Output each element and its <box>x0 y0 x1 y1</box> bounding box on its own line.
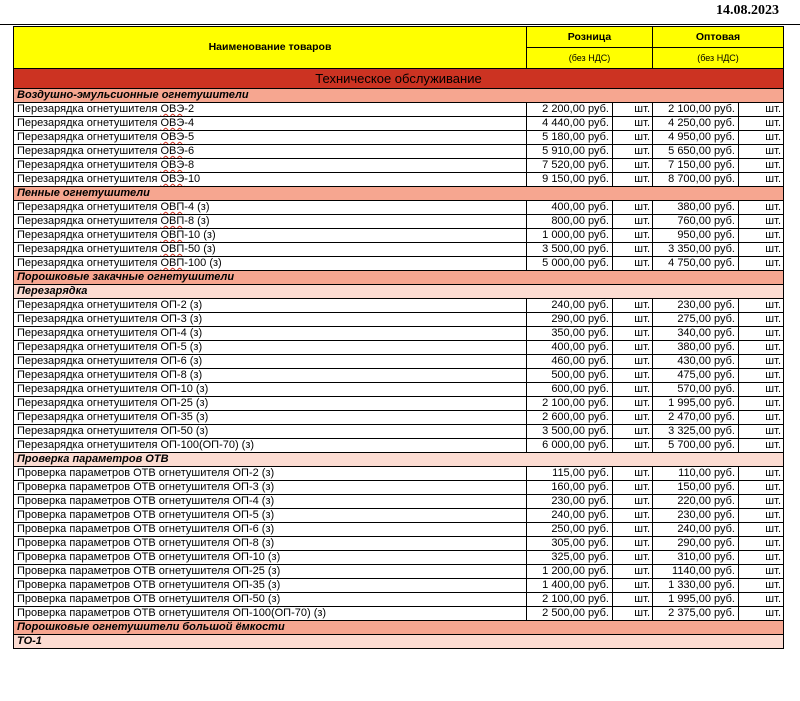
retail-unit-cell[interactable]: шт. <box>613 509 653 523</box>
retail-unit-cell[interactable]: шт. <box>613 397 653 411</box>
wholesale-unit-cell[interactable]: шт. <box>739 397 784 411</box>
retail-price-cell[interactable]: 400,00 руб. <box>527 341 613 355</box>
service-name-mark: ОВЭ <box>160 173 185 185</box>
wholesale-price-cell[interactable]: 475,00 руб. <box>653 369 739 383</box>
retail-price-cell[interactable]: 115,00 руб. <box>527 467 613 481</box>
wholesale-unit-cell[interactable]: шт. <box>739 341 784 355</box>
subcategory-label: Перезарядка <box>14 285 784 299</box>
service-name-suffix: -4 <box>184 117 195 129</box>
retail-price-cell[interactable]: 9 150,00 руб. <box>527 173 613 187</box>
table-row <box>14 383 784 397</box>
service-name-cell[interactable] <box>14 341 527 355</box>
price-table-body <box>14 27 784 649</box>
retail-price-cell[interactable]: 5 910,00 руб. <box>527 145 613 159</box>
retail-unit-cell[interactable]: шт. <box>613 425 653 439</box>
table-row <box>14 159 784 173</box>
service-name-text: Перезарядка огнетушителя ОП-100(ОП-70) (з) <box>17 439 255 451</box>
service-name-cell[interactable] <box>14 425 527 439</box>
retail-unit-cell[interactable]: шт. <box>613 523 653 537</box>
retail-price-cell[interactable]: 240,00 руб. <box>527 509 613 523</box>
table-row <box>14 495 784 509</box>
service-name-cell[interactable] <box>14 243 527 257</box>
service-name-text: Перезарядка огнетушителя ОП-6 (з) <box>17 355 203 367</box>
retail-unit-cell[interactable]: шт. <box>613 383 653 397</box>
table-row <box>14 397 784 411</box>
wholesale-unit-cell[interactable]: шт. <box>739 145 784 159</box>
category-row <box>14 89 784 103</box>
service-name-mark: ОВЭ <box>160 159 185 171</box>
table-row <box>14 411 784 425</box>
service-name-cell[interactable] <box>14 565 527 579</box>
service-name-suffix: -50 (з) <box>184 243 216 255</box>
wholesale-price-cell[interactable]: 570,00 руб. <box>653 383 739 397</box>
table-row <box>14 355 784 369</box>
wholesale-price-cell[interactable]: 4 750,00 руб. <box>653 257 739 271</box>
wholesale-unit-cell[interactable]: шт. <box>739 257 784 271</box>
table-row <box>14 243 784 257</box>
table-row <box>14 173 784 187</box>
service-name-text: Перезарядка огнетушителя <box>17 215 161 227</box>
table-row <box>14 509 784 523</box>
retail-price-cell[interactable]: 800,00 руб. <box>527 215 613 229</box>
retail-unit-cell[interactable]: шт. <box>613 229 653 243</box>
service-name-cell[interactable] <box>14 131 527 145</box>
service-name-mark: ОВП <box>160 201 185 213</box>
service-name-text: Перезарядка огнетушителя <box>17 201 161 213</box>
section-title: Техническое обслуживание <box>14 69 784 89</box>
wholesale-price-cell[interactable]: 7 150,00 руб. <box>653 159 739 173</box>
retail-price-cell[interactable]: 2 100,00 руб. <box>527 397 613 411</box>
wholesale-unit-cell[interactable]: шт. <box>739 481 784 495</box>
wholesale-price-cell[interactable]: 380,00 руб. <box>653 341 739 355</box>
wholesale-price-cell[interactable]: 310,00 руб. <box>653 551 739 565</box>
retail-price-cell[interactable]: 325,00 руб. <box>527 551 613 565</box>
retail-unit-cell[interactable]: шт. <box>613 327 653 341</box>
retail-price-cell[interactable]: 3 500,00 руб. <box>527 243 613 257</box>
retail-price-cell[interactable]: 500,00 руб. <box>527 369 613 383</box>
retail-price-cell[interactable]: 160,00 руб. <box>527 481 613 495</box>
retail-price-cell[interactable]: 350,00 руб. <box>527 327 613 341</box>
service-name-cell[interactable] <box>14 495 527 509</box>
wholesale-price-cell[interactable]: 150,00 руб. <box>653 481 739 495</box>
service-name-cell[interactable] <box>14 201 527 215</box>
service-name-text: Перезарядка огнетушителя <box>17 131 161 143</box>
service-name-text: Перезарядка огнетушителя <box>17 117 161 129</box>
category-row <box>14 271 784 285</box>
service-name-text: Перезарядка огнетушителя <box>17 173 161 185</box>
service-name-suffix: -5 <box>184 131 195 143</box>
wholesale-unit-cell[interactable]: шт. <box>739 411 784 425</box>
service-name-cell[interactable] <box>14 117 527 131</box>
wholesale-price-cell[interactable]: 5 700,00 руб. <box>653 439 739 453</box>
retail-unit-cell[interactable]: шт. <box>613 565 653 579</box>
retail-unit-cell[interactable]: шт. <box>613 313 653 327</box>
service-name-mark: ОВЭ <box>160 131 185 143</box>
service-name-text: Проверка параметров ОТВ огнетушителя ОП-8 (з) <box>17 537 275 549</box>
wholesale-price-cell[interactable]: 5 650,00 руб. <box>653 145 739 159</box>
retail-unit-cell[interactable]: шт. <box>613 467 653 481</box>
retail-unit-cell[interactable]: шт. <box>613 593 653 607</box>
retail-unit-cell[interactable]: шт. <box>613 495 653 509</box>
header-row <box>14 27 784 48</box>
service-name-cell[interactable] <box>14 173 527 187</box>
service-name-mark: ОВП <box>160 243 185 255</box>
service-name-suffix: -8 (з) <box>184 215 210 227</box>
service-name-mark: ОВП <box>160 215 185 227</box>
service-name-suffix: -10 <box>184 173 201 185</box>
service-name-text: Перезарядка огнетушителя ОП-4 (з) <box>17 327 203 339</box>
service-name-text: Перезарядка огнетушителя ОП-2 (з) <box>17 299 203 311</box>
retail-price-cell[interactable]: 4 440,00 руб. <box>527 117 613 131</box>
retail-price-cell[interactable]: 7 520,00 руб. <box>527 159 613 173</box>
retail-unit-cell[interactable]: шт. <box>613 117 653 131</box>
table-row <box>14 481 784 495</box>
service-name-text: Перезарядка огнетушителя <box>17 159 161 171</box>
service-name-suffix: -2 <box>184 103 195 115</box>
wholesale-unit-cell[interactable]: шт. <box>739 159 784 173</box>
retail-price-cell[interactable]: 6 000,00 руб. <box>527 439 613 453</box>
wholesale-unit-cell[interactable]: шт. <box>739 201 784 215</box>
wholesale-unit-cell[interactable]: шт. <box>739 509 784 523</box>
service-name-cell[interactable] <box>14 411 527 425</box>
retail-price-cell[interactable]: 305,00 руб. <box>527 537 613 551</box>
retail-price-cell[interactable]: 5 180,00 руб. <box>527 131 613 145</box>
service-name-text: Проверка параметров ОТВ огнетушителя ОП-100(ОП-70) (з) <box>17 607 327 619</box>
table-row <box>14 229 784 243</box>
service-name-text: Перезарядка огнетушителя ОП-3 (з) <box>17 313 203 325</box>
category-label: Порошковые огнетушители большой ёмкости <box>14 621 784 635</box>
wholesale-price-cell[interactable]: 1 330,00 руб. <box>653 579 739 593</box>
wholesale-unit-cell[interactable]: шт. <box>739 243 784 257</box>
service-name-text: Проверка параметров ОТВ огнетушителя ОП-3 (з) <box>17 481 275 493</box>
service-name-cell[interactable] <box>14 481 527 495</box>
wholesale-price-cell[interactable]: 290,00 руб. <box>653 537 739 551</box>
service-name-mark: ОВП <box>160 257 185 269</box>
service-name-cell[interactable] <box>14 397 527 411</box>
header-name-cell: Наименование товаров <box>14 27 527 69</box>
retail-price-cell[interactable]: 2 500,00 руб. <box>527 607 613 621</box>
service-name-cell[interactable] <box>14 537 527 551</box>
subcategory-row <box>14 285 784 299</box>
service-name-cell[interactable] <box>14 369 527 383</box>
wholesale-unit-cell[interactable]: шт. <box>739 313 784 327</box>
service-name-cell[interactable] <box>14 439 527 453</box>
service-name-cell[interactable] <box>14 257 527 271</box>
section-title-row <box>14 69 784 89</box>
service-name-mark: ОВЭ <box>160 117 185 129</box>
retail-unit-cell[interactable]: шт. <box>613 481 653 495</box>
service-name-cell[interactable] <box>14 579 527 593</box>
retail-price-cell[interactable]: 240,00 руб. <box>527 299 613 313</box>
wholesale-price-cell[interactable]: 230,00 руб. <box>653 509 739 523</box>
wholesale-unit-cell[interactable]: шт. <box>739 131 784 145</box>
category-label: Воздушно-эмульсионные огнетушители <box>14 89 784 103</box>
service-name-cell[interactable] <box>14 327 527 341</box>
service-name-text: Проверка параметров ОТВ огнетушителя ОП-10 (з) <box>17 551 281 563</box>
retail-unit-cell[interactable]: шт. <box>613 173 653 187</box>
subcategory-row <box>14 453 784 467</box>
service-name-text: Проверка параметров ОТВ огнетушителя ОП-4 (з) <box>17 495 275 507</box>
service-name-cell[interactable] <box>14 229 527 243</box>
wholesale-price-cell[interactable]: 760,00 руб. <box>653 215 739 229</box>
service-name-cell[interactable] <box>14 103 527 117</box>
wholesale-price-cell[interactable]: 110,00 руб. <box>653 467 739 481</box>
header-retail-note: (без НДС) <box>527 48 653 69</box>
category-row <box>14 187 784 201</box>
wholesale-price-cell[interactable]: 1 995,00 руб. <box>653 593 739 607</box>
table-row <box>14 201 784 215</box>
service-name-text: Перезарядка огнетушителя <box>17 145 161 157</box>
retail-unit-cell[interactable]: шт. <box>613 257 653 271</box>
wholesale-unit-cell[interactable]: шт. <box>739 439 784 453</box>
wholesale-unit-cell[interactable]: шт. <box>739 299 784 313</box>
category-label: Порошковые закачные огнетушители <box>14 271 784 285</box>
service-name-cell[interactable] <box>14 313 527 327</box>
retail-price-cell[interactable]: 2 600,00 руб. <box>527 411 613 425</box>
table-row <box>14 439 784 453</box>
header-retail-cell: Розница <box>527 27 653 48</box>
wholesale-unit-cell[interactable]: шт. <box>739 523 784 537</box>
service-name-text: Проверка параметров ОТВ огнетушителя ОП-6 (з) <box>17 523 275 535</box>
table-row <box>14 565 784 579</box>
retail-price-cell[interactable]: 600,00 руб. <box>527 383 613 397</box>
wholesale-price-cell[interactable]: 3 350,00 руб. <box>653 243 739 257</box>
service-name-text: Перезарядка огнетушителя <box>17 229 161 241</box>
wholesale-price-cell[interactable]: 4 250,00 руб. <box>653 117 739 131</box>
service-name-mark: ОВЭ <box>160 145 185 157</box>
service-name-cell[interactable] <box>14 355 527 369</box>
service-name-text: Перезарядка огнетушителя ОП-25 (з) <box>17 397 209 409</box>
retail-unit-cell[interactable]: шт. <box>613 579 653 593</box>
retail-price-cell[interactable]: 250,00 руб. <box>527 523 613 537</box>
wholesale-unit-cell[interactable]: шт. <box>739 607 784 621</box>
table-row <box>14 257 784 271</box>
retail-unit-cell[interactable]: шт. <box>613 439 653 453</box>
service-name-cell[interactable] <box>14 215 527 229</box>
service-name-mark: ОВП <box>160 229 185 241</box>
service-name-text: Перезарядка огнетушителя <box>17 103 161 115</box>
price-date: 14.08.2023 <box>716 3 779 18</box>
retail-price-cell[interactable]: 460,00 руб. <box>527 355 613 369</box>
retail-unit-cell[interactable]: шт. <box>613 551 653 565</box>
wholesale-price-cell[interactable]: 240,00 руб. <box>653 523 739 537</box>
wholesale-price-cell[interactable]: 1140,00 руб. <box>653 565 739 579</box>
service-name-text: Проверка параметров ОТВ огнетушителя ОП-35 (з) <box>17 579 281 591</box>
service-name-suffix: -8 <box>184 159 195 171</box>
service-name-suffix: -10 (з) <box>184 229 216 241</box>
wholesale-unit-cell[interactable]: шт. <box>739 537 784 551</box>
retail-unit-cell[interactable]: шт. <box>613 369 653 383</box>
retail-unit-cell[interactable]: шт. <box>613 341 653 355</box>
wholesale-price-cell[interactable]: 230,00 руб. <box>653 299 739 313</box>
retail-unit-cell[interactable]: шт. <box>613 243 653 257</box>
wholesale-unit-cell[interactable]: шт. <box>739 355 784 369</box>
wholesale-unit-cell[interactable]: шт. <box>739 565 784 579</box>
table-row <box>14 579 784 593</box>
service-name-text: Проверка параметров ОТВ огнетушителя ОП-25 (з) <box>17 565 281 577</box>
service-name-text: Перезарядка огнетушителя ОП-35 (з) <box>17 411 209 423</box>
category-row <box>14 621 784 635</box>
wholesale-unit-cell[interactable]: шт. <box>739 425 784 439</box>
service-name-text: Перезарядка огнетушителя ОП-5 (з) <box>17 341 203 353</box>
wholesale-unit-cell[interactable]: шт. <box>739 117 784 131</box>
wholesale-price-cell[interactable]: 1 995,00 руб. <box>653 397 739 411</box>
sheet-top-border <box>0 24 800 25</box>
price-list-sheet <box>13 26 783 649</box>
table-row <box>14 103 784 117</box>
service-name-cell[interactable] <box>14 593 527 607</box>
wholesale-unit-cell[interactable]: шт. <box>739 103 784 117</box>
wholesale-unit-cell[interactable]: шт. <box>739 495 784 509</box>
service-name-cell[interactable] <box>14 551 527 565</box>
retail-unit-cell[interactable]: шт. <box>613 145 653 159</box>
wholesale-price-cell[interactable]: 340,00 руб. <box>653 327 739 341</box>
service-name-text: Перезарядка огнетушителя <box>17 257 161 269</box>
table-row <box>14 327 784 341</box>
header-wholesale-note: (без НДС) <box>653 48 784 69</box>
wholesale-unit-cell[interactable]: шт. <box>739 229 784 243</box>
table-row <box>14 537 784 551</box>
retail-unit-cell[interactable]: шт. <box>613 159 653 173</box>
table-row <box>14 313 784 327</box>
table-row <box>14 551 784 565</box>
service-name-text: Перезарядка огнетушителя <box>17 243 161 255</box>
wholesale-price-cell[interactable]: 3 325,00 руб. <box>653 425 739 439</box>
subcategory-label: ТО-1 <box>14 635 784 649</box>
wholesale-price-cell[interactable]: 2 470,00 руб. <box>653 411 739 425</box>
retail-price-cell[interactable]: 400,00 руб. <box>527 201 613 215</box>
service-name-cell[interactable] <box>14 145 527 159</box>
table-row <box>14 593 784 607</box>
table-row <box>14 215 784 229</box>
retail-price-cell[interactable]: 290,00 руб. <box>527 313 613 327</box>
wholesale-price-cell[interactable]: 275,00 руб. <box>653 313 739 327</box>
wholesale-unit-cell[interactable]: шт. <box>739 215 784 229</box>
service-name-text: Проверка параметров ОТВ огнетушителя ОП-5 (з) <box>17 509 275 521</box>
table-row <box>14 131 784 145</box>
retail-price-cell[interactable]: 230,00 руб. <box>527 495 613 509</box>
service-name-suffix: -6 <box>184 145 195 157</box>
retail-unit-cell[interactable]: шт. <box>613 355 653 369</box>
table-row <box>14 523 784 537</box>
service-name-suffix: -4 (з) <box>184 201 210 213</box>
service-name-cell[interactable] <box>14 299 527 313</box>
retail-price-cell[interactable]: 1 400,00 руб. <box>527 579 613 593</box>
wholesale-price-cell[interactable]: 380,00 руб. <box>653 201 739 215</box>
retail-unit-cell[interactable]: шт. <box>613 537 653 551</box>
retail-unit-cell[interactable]: шт. <box>613 201 653 215</box>
service-name-text: Перезарядка огнетушителя ОП-8 (з) <box>17 369 203 381</box>
table-row <box>14 467 784 481</box>
service-name-cell[interactable] <box>14 509 527 523</box>
service-name-text: Проверка параметров ОТВ огнетушителя ОП-2 (з) <box>17 467 275 479</box>
service-name-cell[interactable] <box>14 159 527 173</box>
wholesale-unit-cell[interactable]: шт. <box>739 327 784 341</box>
subcategory-row <box>14 635 784 649</box>
wholesale-price-cell[interactable]: 2 100,00 руб. <box>653 103 739 117</box>
retail-unit-cell[interactable]: шт. <box>613 411 653 425</box>
service-name-cell[interactable] <box>14 467 527 481</box>
retail-unit-cell[interactable]: шт. <box>613 299 653 313</box>
service-name-cell[interactable] <box>14 607 527 621</box>
wholesale-price-cell[interactable]: 430,00 руб. <box>653 355 739 369</box>
table-row <box>14 145 784 159</box>
retail-price-cell[interactable]: 1 000,00 руб. <box>527 229 613 243</box>
retail-unit-cell[interactable]: шт. <box>613 103 653 117</box>
service-name-suffix: -100 (з) <box>184 257 222 269</box>
wholesale-unit-cell[interactable]: шт. <box>739 593 784 607</box>
service-name-cell[interactable] <box>14 383 527 397</box>
wholesale-price-cell[interactable]: 950,00 руб. <box>653 229 739 243</box>
price-table <box>13 26 784 649</box>
wholesale-price-cell[interactable]: 8 700,00 руб. <box>653 173 739 187</box>
table-row <box>14 607 784 621</box>
retail-price-cell[interactable]: 2 100,00 руб. <box>527 593 613 607</box>
wholesale-price-cell[interactable]: 2 375,00 руб. <box>653 607 739 621</box>
service-name-text: Перезарядка огнетушителя ОП-50 (з) <box>17 425 209 437</box>
wholesale-unit-cell[interactable]: шт. <box>739 551 784 565</box>
service-name-text: Перезарядка огнетушителя ОП-10 (з) <box>17 383 209 395</box>
wholesale-unit-cell[interactable]: шт. <box>739 369 784 383</box>
service-name-cell[interactable] <box>14 523 527 537</box>
wholesale-unit-cell[interactable]: шт. <box>739 467 784 481</box>
category-label: Пенные огнетушители <box>14 187 784 201</box>
subcategory-label: Проверка параметров ОТВ <box>14 453 784 467</box>
table-row <box>14 299 784 313</box>
service-name-mark: ОВЭ <box>160 103 185 115</box>
wholesale-unit-cell[interactable]: шт. <box>739 383 784 397</box>
wholesale-unit-cell[interactable]: шт. <box>739 579 784 593</box>
wholesale-unit-cell[interactable]: шт. <box>739 173 784 187</box>
retail-price-cell[interactable]: 3 500,00 руб. <box>527 425 613 439</box>
retail-unit-cell[interactable]: шт. <box>613 131 653 145</box>
wholesale-price-cell[interactable]: 4 950,00 руб. <box>653 131 739 145</box>
retail-price-cell[interactable]: 5 000,00 руб. <box>527 257 613 271</box>
table-row <box>14 117 784 131</box>
table-row <box>14 369 784 383</box>
wholesale-price-cell[interactable]: 220,00 руб. <box>653 495 739 509</box>
header-wholesale-cell: Оптовая <box>653 27 784 48</box>
retail-price-cell[interactable]: 2 200,00 руб. <box>527 103 613 117</box>
retail-unit-cell[interactable]: шт. <box>613 607 653 621</box>
retail-unit-cell[interactable]: шт. <box>613 215 653 229</box>
retail-price-cell[interactable]: 1 200,00 руб. <box>527 565 613 579</box>
table-row <box>14 425 784 439</box>
service-name-text: Проверка параметров ОТВ огнетушителя ОП-50 (з) <box>17 593 281 605</box>
table-row <box>14 341 784 355</box>
